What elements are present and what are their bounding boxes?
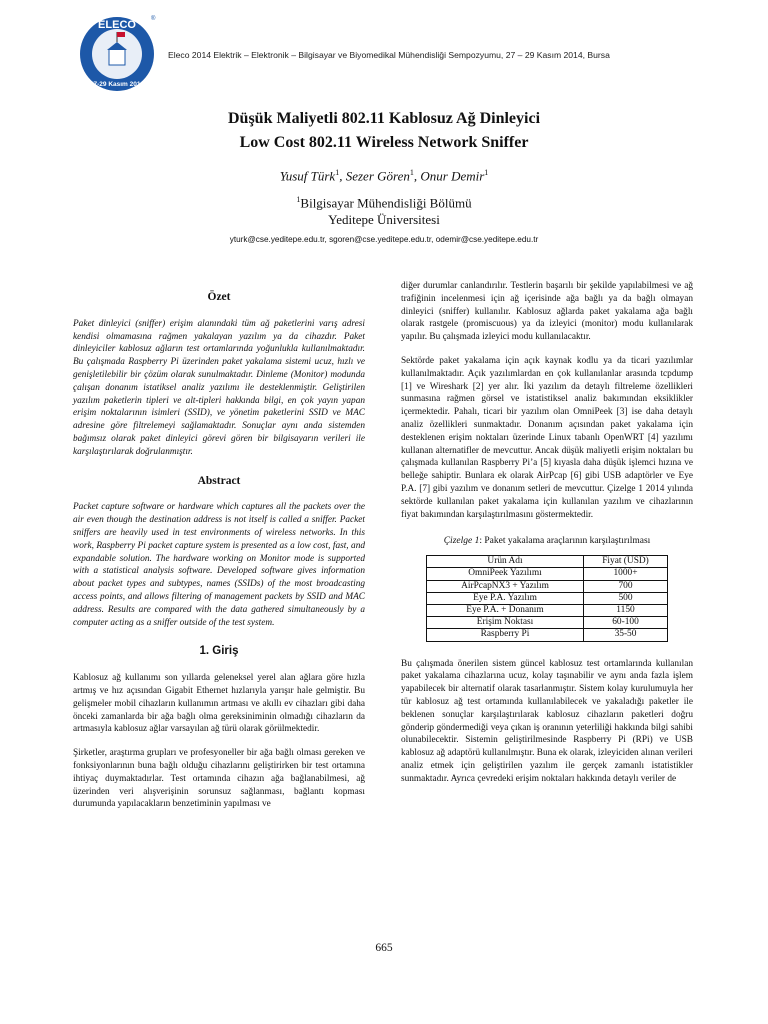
department-name: Bilgisayar Mühendisliği Bölümü [300, 195, 472, 211]
table-row [427, 604, 668, 616]
eleco-logo [78, 12, 156, 96]
table-row [427, 568, 668, 580]
logo-flag-icon [117, 32, 125, 37]
introduction-paragraph: Kablosuz ağ kullanımı son yıllarda geleneksel yerel alan ağlara göre hızla artmış ve hız açısından Gigabit Ethernet hızlarıyla yarışır hale gelmiştir. Bu gelişmeler mobil cihazların kullanımın artması ve akıllı ev cihazları gibi daha önceki zamanlarda bir ağa bağlı olma gereksiniminin olmadığı cihazların da artmasıyla kablosuz ağlar varsayılan ağ türü olarak görülmektedir. [73, 673, 365, 735]
affiliation-department [0, 195, 768, 211]
introduction-paragraph: Sektörde paket yakalama için açık kaynak kodlu ya da ticari yazılımlar kullanılmaktadır. Açık yazılımlardan en çok kullanılanlar arasında tcpdump [1] ve Wireshark [2] yer alır. İki yazılım da detaylı filtreleme özellikleri sunmasına rağmen görsel ve istatistiksel analiz bakımından eksiklikler içermektedir. Pahalı, ticari bir yazılım olan OmniPeek [3] ise daha detaylı analiz özellikleri sunmaktadır. Donanım açısından paket yakalama için desteklenen erişim noktaları üzerinde Linux tabanlı OpenWRT [4] yazılımı kullanan alternatifler de mevcuttur. Ancak düşük maliyetli erişim noktaları bu çalışmada kullanılan Raspberry Pi’a [5] kıyasla daha düşük işlemci hızına ve belleğe sahiptir. Bunlara ek olarak AirPcap [6] gibi USB adaptörler ve Eye P.A. [7] gibi yazılım ve donanım setleri de mevcuttur. Çizelge 1 2014 yılında sektörde kullanılan paket yakalama için kullanılan yazılım ve cihazlarının fiyat bakımından karşılaştırılmasını göstermektedir. [401, 355, 693, 520]
table-cell-price: 35-50 [584, 629, 668, 641]
table-cell-price: 1150 [584, 604, 668, 616]
conference-header: Eleco 2014 Elektrik – Elektronik – Bilgisayar ve Biyomedikal Mühendisliği Sempozyumu, 27 – 29 Kasım 2014, Bursa [168, 50, 610, 60]
paper-title-turkish: Düşük Maliyetli 802.11 Kablosuz Ağ Dinleyici [227, 110, 541, 127]
table-cell-product: Eye P.A. Yazılım [427, 592, 584, 604]
logo-building-icon [109, 49, 125, 65]
ozet-heading: Özet [207, 291, 231, 303]
logo-brand-text: ELECO [98, 19, 136, 31]
author-affiliation-mark: 1 [409, 168, 414, 177]
author-separator: , [339, 168, 346, 184]
table-cell-product: OmniPeek Yazılımı [427, 568, 584, 580]
table-cell-product: Eye P.A. + Donanım [427, 604, 584, 616]
right-column [401, 280, 693, 786]
logo-date-text: 27-29 Kasım 2014 [89, 81, 145, 88]
table-header-cell: Fiyat (USD) [584, 556, 668, 568]
author-name: Onur Demir [420, 168, 485, 184]
table-cell-price: 700 [584, 580, 668, 592]
table-cell-product: AirPcapNX3 + Yazılım [427, 580, 584, 592]
author-name: Sezer Gören [345, 168, 410, 184]
introduction-paragraph: Bu çalışmada önerilen sistem güncel kablosuz test ortamlarında kullanılan paket yakalama cihazlarına ucuz, kolay taşınabilir ve aynı anda fazla işlem yapabilecek bir alternatif olarak tasarlanmıştır. Sistem kolay kurulumuyla her tür kablosuz ağ test ortamında kullanılabilecek ve yakaladığı paketler ile beklenen sonuçlar karşılaştırılarak kablosuz cihazların paketleri doğru gönderip göndermediği veya çıkan iş oranının yeterliliği hakkında bilgi sahibi olunabilecektir. Sistemin geliştirilmesinde Raspberry Pi (RPi) ve USB kablosuz ağ adaptörü kullanılmıştır. Buna ek olarak, izleyiciden alınan verileri analiz etmek için geliştirilen yazılım ile gerçek zamanlı istatistikler sunmaktadır. Ayrıca çevredeki erişim noktaları hakkında detaylı veriler de [401, 658, 693, 784]
author-list [0, 168, 768, 184]
table-header-cell: Ürün Adı [427, 556, 584, 568]
table-caption-text: : Paket yakalama araçlarının karşılaştırılması [479, 536, 651, 547]
introduction-paragraph: Şirketler, araştırma grupları ve profesyoneller bir ağa bağlı olması gereken ve fonksiyonlarının buna bağlı olduğu cihazlarını geliştirirken bir test ortamına ihtiyaç duymaktadırlar. Test ortamında cihazın ağa bağlanabilmesi, ağ üzerinden veri alışverişinin sorunsuz sağlanması, bağlantı kopması durumunda yapılacakların benzetiminin yapılması ve [73, 748, 365, 810]
page-number: 665 [375, 942, 393, 954]
table-cell-price: 60-100 [584, 617, 668, 629]
affiliation-mark: 1 [296, 195, 301, 204]
introduction-heading: 1. Giriş [199, 645, 239, 658]
abstract-heading: Abstract [197, 474, 241, 487]
ozet-body: Paket dinleyici (sniffer) erişim alanındaki tüm ağ paketlerini varış adresi kendisi olmamasına rağmen yakalayan yazılım ya da cihazdır. Paket dinleyiciler kablosuz ağların test ortamlarında yoğunlukla kullanılmaktadır. Bu çalışmada Raspberry Pi üzerinden paket yakalama sistemi ucuz, hızlı ve genişletilebilir bir çözüm olarak sunulmaktadır. Dinleme (Monitor) modunda çalışan donanım istatiksel analiz yazılımı ile desteklenmiştir. Geliştirilen yazılım paketlerin tipleri ve alt-tipleri hakkında bilgi, en çok yayın yapan erişim noktalarının isimleri (SSID), ve yönetim paketlerini SSID ve MAC adresine göre filtrelemeyi sağlamaktadır. Sonuçlar aynı anda sistemden bağımsız olarak paket dinleyici görevi gören bir bilgisayarın verileri ile karşılaştırılarak doğrulanmıştır. [73, 318, 365, 457]
affiliation-university: Yeditepe Üniversitesi [328, 212, 440, 227]
table-row [427, 629, 668, 641]
author-affiliation-mark: 1 [335, 168, 340, 177]
author-affiliation-mark: 1 [484, 168, 489, 177]
price-comparison-table [426, 555, 668, 641]
table-row [427, 592, 668, 604]
abstract-body: Packet capture software or hardware which captures all the packets over the air even though the destination address is not itself is called a sniffer. Packet sniffers are heavily used in test environments of wireless networks. In this work, Raspberry Pi packet capture system is presented as a low cost, fast, and expandable solution. The hardware working on Monitor mode is supported with a statistical analysis software. Developed software gives information about packet types and subtypes, names (SSIDs) of the most broadcasting access points, and allows filtering of management packets by SSID and MAC address. Results are compared with the data gathered simultaneously by a computer acting as a sniffer outside of the test system. [73, 502, 365, 628]
table-cell-product: Raspberry Pi [427, 629, 584, 641]
left-column [73, 280, 365, 811]
table-cell-product: Erişim Noktası [427, 617, 584, 629]
table-row [427, 617, 668, 629]
table-cell-price: 1000+ [584, 568, 668, 580]
table-caption [401, 535, 693, 548]
author-separator: , [413, 168, 421, 184]
table-row [427, 580, 668, 592]
logo-registered-mark: ® [151, 16, 156, 22]
table-caption-label: Çizelge 1 [443, 536, 480, 547]
introduction-paragraph: diğer durumlar canlandırılır. Testlerin başarılı bir şekilde yapılabilmesi ve ağ trafiğinin incelenmesi için ağ içerisinde ağa bağlı ya da bağlı olmayan dinleyici (sniffer) kullanılır. Kablosuz ağlarda paket yakalama ağa bağlı olarak rastgele (promiscuous) ya da izleyici (monitor) modu kullanılarak yapılır. Bu çalışmada izleyici modu kullanılacaktır. [401, 281, 693, 343]
paper-title-english: Low Cost 802.11 Wireless Network Sniffer [239, 134, 529, 151]
table-cell-price: 500 [584, 592, 668, 604]
table-header-row [427, 556, 668, 568]
author-name: Yusuf Türk [279, 168, 336, 184]
author-emails: yturk@cse.yeditepe.edu.tr, sgoren@cse.yeditepe.edu.tr, odemir@cse.yeditepe.edu.tr [229, 235, 539, 244]
